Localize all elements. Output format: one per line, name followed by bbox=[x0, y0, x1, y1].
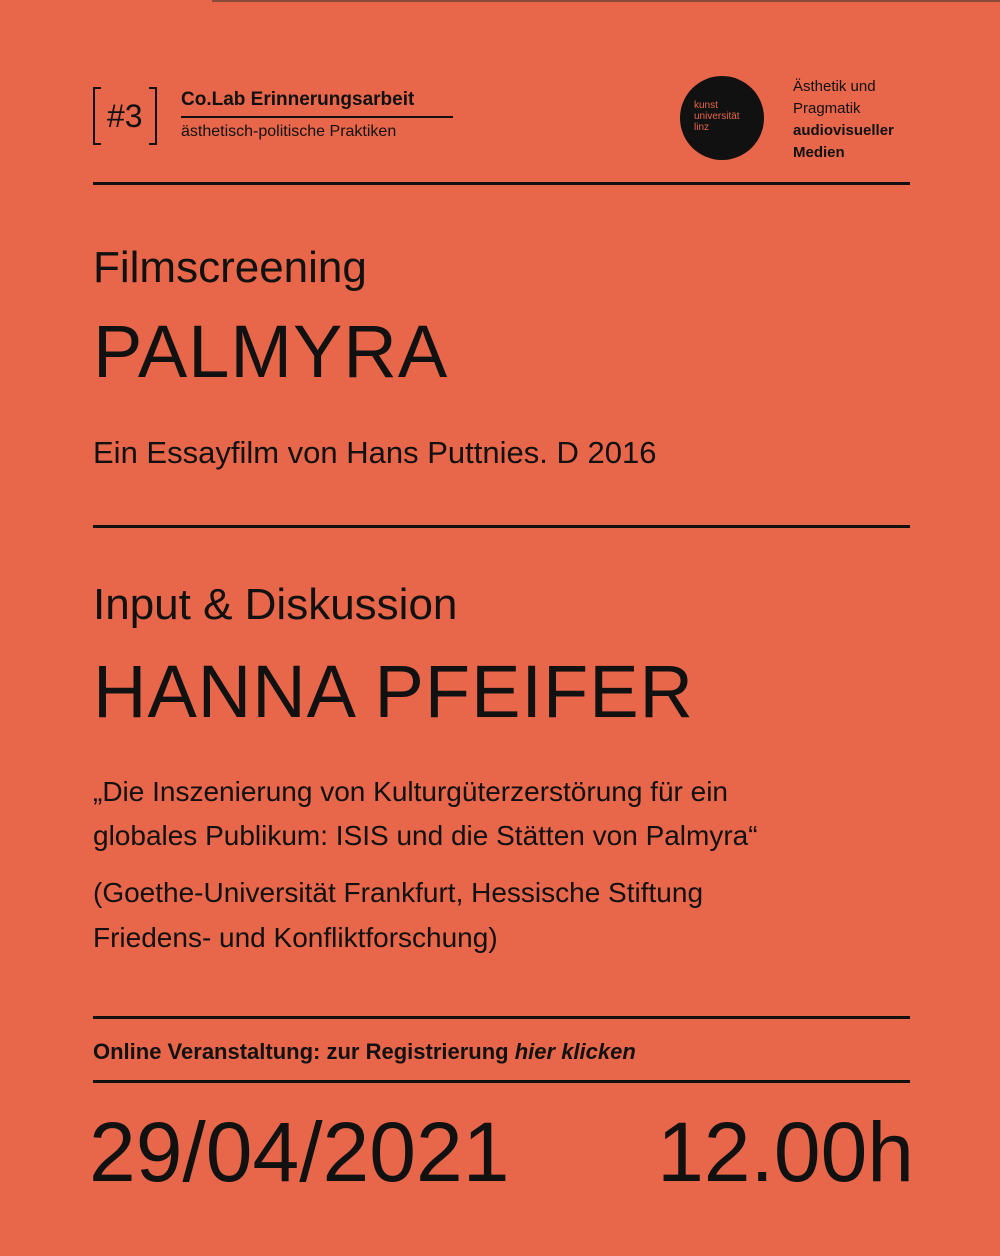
issue-number: #3 bbox=[107, 98, 143, 134]
colab-block bbox=[181, 88, 453, 143]
kunstuni-linz-logo bbox=[680, 76, 764, 160]
colab-title: Co.Lab Erinnerungsarbeit bbox=[181, 89, 415, 110]
colab-subtitle: ästhetisch-politische Praktiken bbox=[181, 123, 397, 140]
speaker-name: HANNA PFEIFER bbox=[93, 650, 694, 733]
divider bbox=[93, 1016, 910, 1019]
logo-text bbox=[694, 100, 740, 133]
divider bbox=[93, 525, 910, 528]
left-bracket bbox=[93, 87, 101, 145]
talk-title-line: globales Publikum: ISIS und die Stätten von Palmyra“ bbox=[93, 820, 758, 851]
department-line: Ästhetik und bbox=[793, 78, 876, 95]
talk-label: Input & Diskussion bbox=[93, 580, 458, 629]
divider bbox=[93, 182, 910, 185]
right-bracket bbox=[149, 87, 157, 145]
issue-badge bbox=[93, 86, 157, 146]
logo-line: kunst bbox=[694, 100, 718, 111]
affiliation-line: Friedens- und Konfliktforschung) bbox=[93, 922, 498, 953]
film-label: Filmscreening bbox=[93, 243, 367, 292]
speaker-affiliation bbox=[93, 870, 910, 960]
affiliation-line: (Goethe-Universität Frankfurt, Hessische Stiftung bbox=[93, 877, 704, 908]
event-time: 12.00h bbox=[657, 1105, 914, 1199]
registration-note bbox=[93, 1035, 636, 1069]
department-name bbox=[793, 76, 923, 164]
department-line: Pragmatik bbox=[793, 100, 861, 117]
event-date: 29/04/2021 bbox=[89, 1105, 510, 1199]
film-title: PALMYRA bbox=[93, 310, 449, 393]
registration-link[interactable]: hier klicken bbox=[514, 1039, 636, 1064]
logo-line: linz bbox=[694, 122, 710, 133]
department-line: Medien bbox=[793, 144, 845, 161]
poster bbox=[89, 0, 914, 1256]
colab-divider bbox=[181, 116, 453, 118]
talk-title bbox=[93, 770, 910, 858]
divider bbox=[93, 1080, 910, 1083]
film-description: Ein Essayfilm von Hans Puttnies. D 2016 bbox=[93, 435, 657, 470]
department-line: audiovisueller bbox=[793, 122, 894, 139]
registration-text: Online Veranstaltung: zur Registrierung bbox=[93, 1039, 515, 1064]
poster-header bbox=[93, 74, 910, 164]
logo-line: universität bbox=[694, 111, 740, 122]
talk-title-line: „Die Inszenierung von Kulturgüterzerstörung für ein bbox=[93, 776, 729, 807]
